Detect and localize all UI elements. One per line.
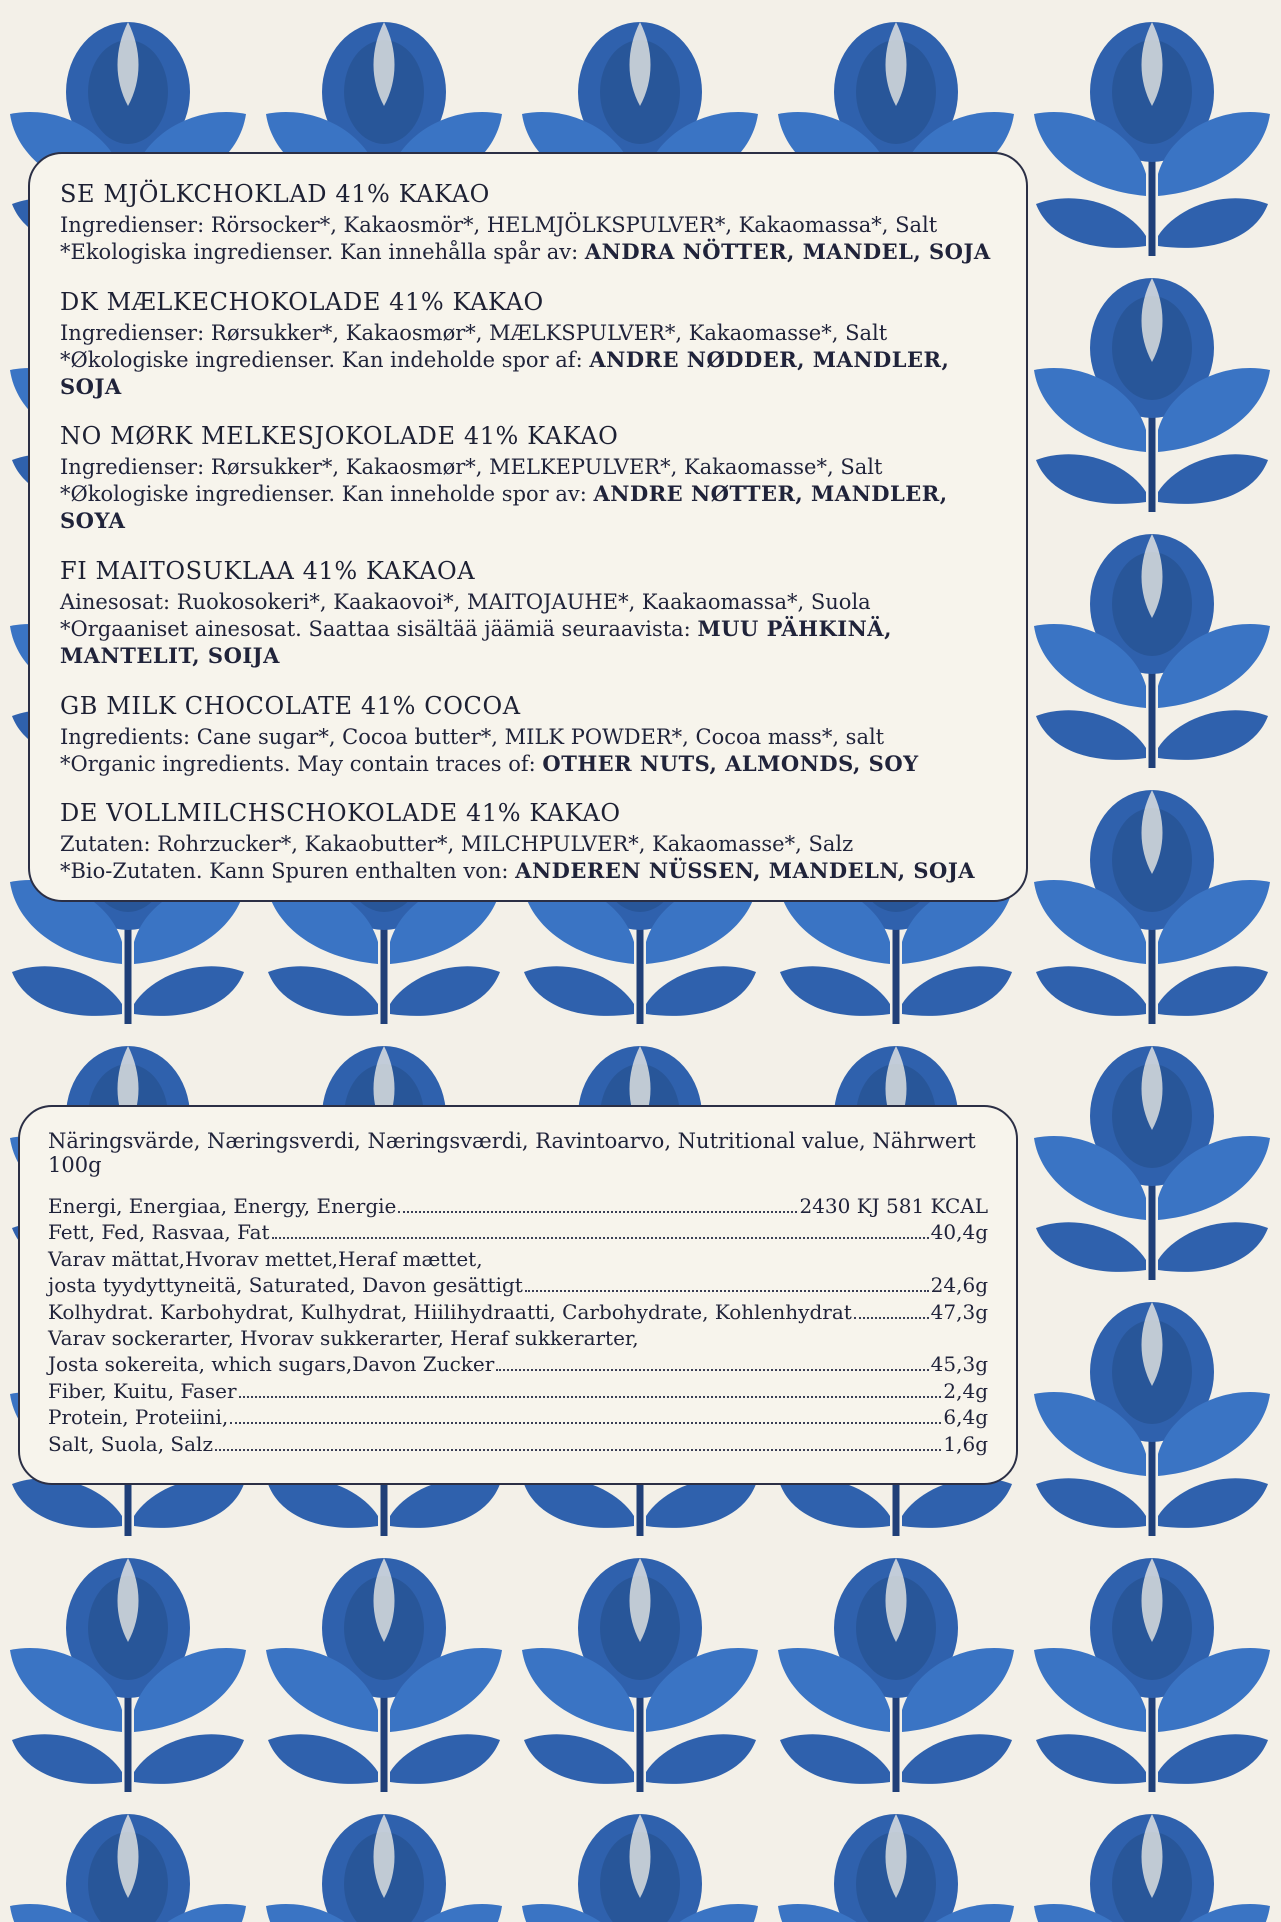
allergen-list-fi: MUU PÄHKINÄ, MANTELIT, SOIJA (60, 615, 892, 668)
nutrition-row-continuation: Varav mättat,Hvorav mettet,Heraf mættet, (48, 1246, 483, 1271)
nutrition-row (48, 1404, 988, 1430)
allergen-note-dk (60, 347, 996, 401)
nutrition-label: Kolhydrat. Karbohydrat, Kulhydrat, Hiilihydraatti, Carbohydrate, Kohlenhydrat (48, 1299, 852, 1324)
nutrition-value: 1,6g (943, 1431, 988, 1456)
ingredients-block-gb (60, 692, 996, 778)
ingredients-block-fi (60, 557, 996, 670)
nutrition-row (48, 1193, 988, 1219)
language-title-no: NO MØRK MELKESJOKOLADE 41% KAKAO (60, 422, 619, 451)
allergen-note-prefix-no: *Økologiske ingredienser. Kan inneholde spor av: (60, 482, 594, 507)
nutrition-label: Fiber, Kuitu, Faser (48, 1378, 237, 1403)
allergen-list-se: ANDRA NÖTTER, MANDEL, SOJA (584, 238, 991, 264)
ingredients-block-se (60, 180, 996, 266)
allergen-note-prefix-dk: *Økologiske ingredienser. Kan indeholde spor af: (60, 347, 590, 372)
ingredients-block-no (60, 422, 996, 535)
nutrition-value: 47,3g (930, 1299, 988, 1324)
leader-dots (525, 1289, 929, 1292)
leader-dots (854, 1316, 929, 1319)
nutrition-label: Josta sokereita, which sugars,Davon Zucker (48, 1352, 495, 1377)
ingredients-line-gb: Ingredients: Cane sugar*, Cocoa butter*, MILK POWDER*, Cocoa mass*, salt (60, 724, 885, 749)
allergen-note-de (60, 858, 996, 885)
nutrition-row (48, 1272, 988, 1298)
nutrition-panel (18, 1105, 1018, 1485)
nutrition-label: Protein, Proteiini, (48, 1405, 229, 1430)
language-title-gb: GB MILK CHOCOLATE 41% COCOA (60, 691, 521, 720)
leader-dots (398, 1210, 797, 1213)
allergen-note-no (60, 481, 996, 535)
nutrition-value: 45,3g (930, 1352, 988, 1377)
allergen-note-prefix-se: *Ekologiska ingredienser. Kan innehålla spår av: (60, 239, 585, 264)
nutrition-value: 6,4g (943, 1405, 988, 1430)
nutrition-value: 24,6g (930, 1273, 988, 1298)
nutrition-row (48, 1351, 988, 1377)
nutrition-row-continuation: Varav sockerarter, Hvorav sukkerarter, Heraf sukkerarter, (48, 1325, 639, 1350)
leader-dots (272, 1236, 929, 1239)
leader-dots (496, 1368, 928, 1371)
leader-dots (239, 1395, 942, 1398)
nutrition-label: josta tyydyttyneitä, Saturated, Davon gesättigt (48, 1273, 523, 1298)
language-title-dk: DK MÆLKECHOKOLADE 41% KAKAO (60, 287, 544, 316)
nutrition-label: Fett, Fed, Rasvaa, Fat (48, 1220, 270, 1245)
nutrition-value: 40,4g (930, 1220, 988, 1245)
nutrition-value: 2,4g (943, 1378, 988, 1403)
allergen-list-no: ANDRE NØTTER, MANDLER, SOYA (60, 481, 948, 534)
nutrition-row (48, 1378, 988, 1404)
ingredients-panel (28, 152, 1028, 902)
ingredients-line-de: Zutaten: Rohrzucker*, Kakaobutter*, MILCHPULVER*, Kakaomasse*, Salz (60, 832, 854, 857)
allergen-list-de: ANDEREN NÜSSEN, MANDELN, SOJA (515, 858, 976, 884)
ingredients-line-se: Ingredienser: Rörsocker*, Kakaosmör*, HELMJÖLKSPULVER*, Kakaomassa*, Salt (60, 213, 938, 237)
nutrition-row (48, 1431, 988, 1457)
language-title-se: SE MJÖLKCHOKLAD 41% KAKAO (60, 180, 490, 208)
allergen-list-gb: OTHER NUTS, ALMONDS, SOY (542, 750, 919, 776)
leader-dots (215, 1448, 941, 1451)
nutrition-value: 2430 KJ 581 KCAL (799, 1194, 988, 1218)
allergen-note-prefix-fi: *Orgaaniset ainesosat. Saattaa sisältää jäämiä seuraavista: (60, 616, 698, 641)
nutrition-row (48, 1299, 988, 1325)
allergen-note-gb (60, 751, 996, 778)
ingredients-line-no: Ingredienser: Rørsukker*, Kakaosmør*, MELKEPULVER*, Kakaomasse*, Salt (60, 455, 883, 480)
allergen-note-fi (60, 616, 996, 670)
language-title-fi: FI MAITOSUKLAA 41% KAKAOA (60, 557, 476, 585)
nutrition-row (48, 1219, 988, 1245)
nutrition-label: Energi, Energiaa, Energy, Energie (48, 1194, 397, 1218)
language-title-de: DE VOLLMILCHSCHOKOLADE 41% KAKAO (60, 799, 621, 828)
allergen-note-se (60, 239, 996, 266)
nutrition-label: Salt, Suola, Salz (48, 1431, 213, 1456)
ingredients-block-de (60, 799, 996, 885)
allergen-note-prefix-gb: *Organic ingredients. May contain traces of: (60, 751, 543, 776)
ingredients-line-dk: Ingredienser: Rørsukker*, Kakaosmør*, MÆLKSPULVER*, Kakaomasse*, Salt (60, 320, 888, 345)
ingredients-block-dk (60, 288, 996, 401)
ingredients-line-fi: Ainesosat: Ruokosokeri*, Kaakaovoi*, MAITOJAUHE*, Kaakaomassa*, Suola (60, 590, 871, 614)
allergen-list-dk: ANDRE NØDDER, MANDLER, SOJA (60, 346, 950, 399)
leader-dots (230, 1421, 941, 1424)
nutrition-header: Näringsvärde, Næringsverdi, Næringsværdi, Ravintoarvo, Nutritional value, Nährwert 100g (48, 1129, 976, 1177)
allergen-note-prefix-de: *Bio-Zutaten. Kann Spuren enthalten von: (60, 859, 516, 884)
